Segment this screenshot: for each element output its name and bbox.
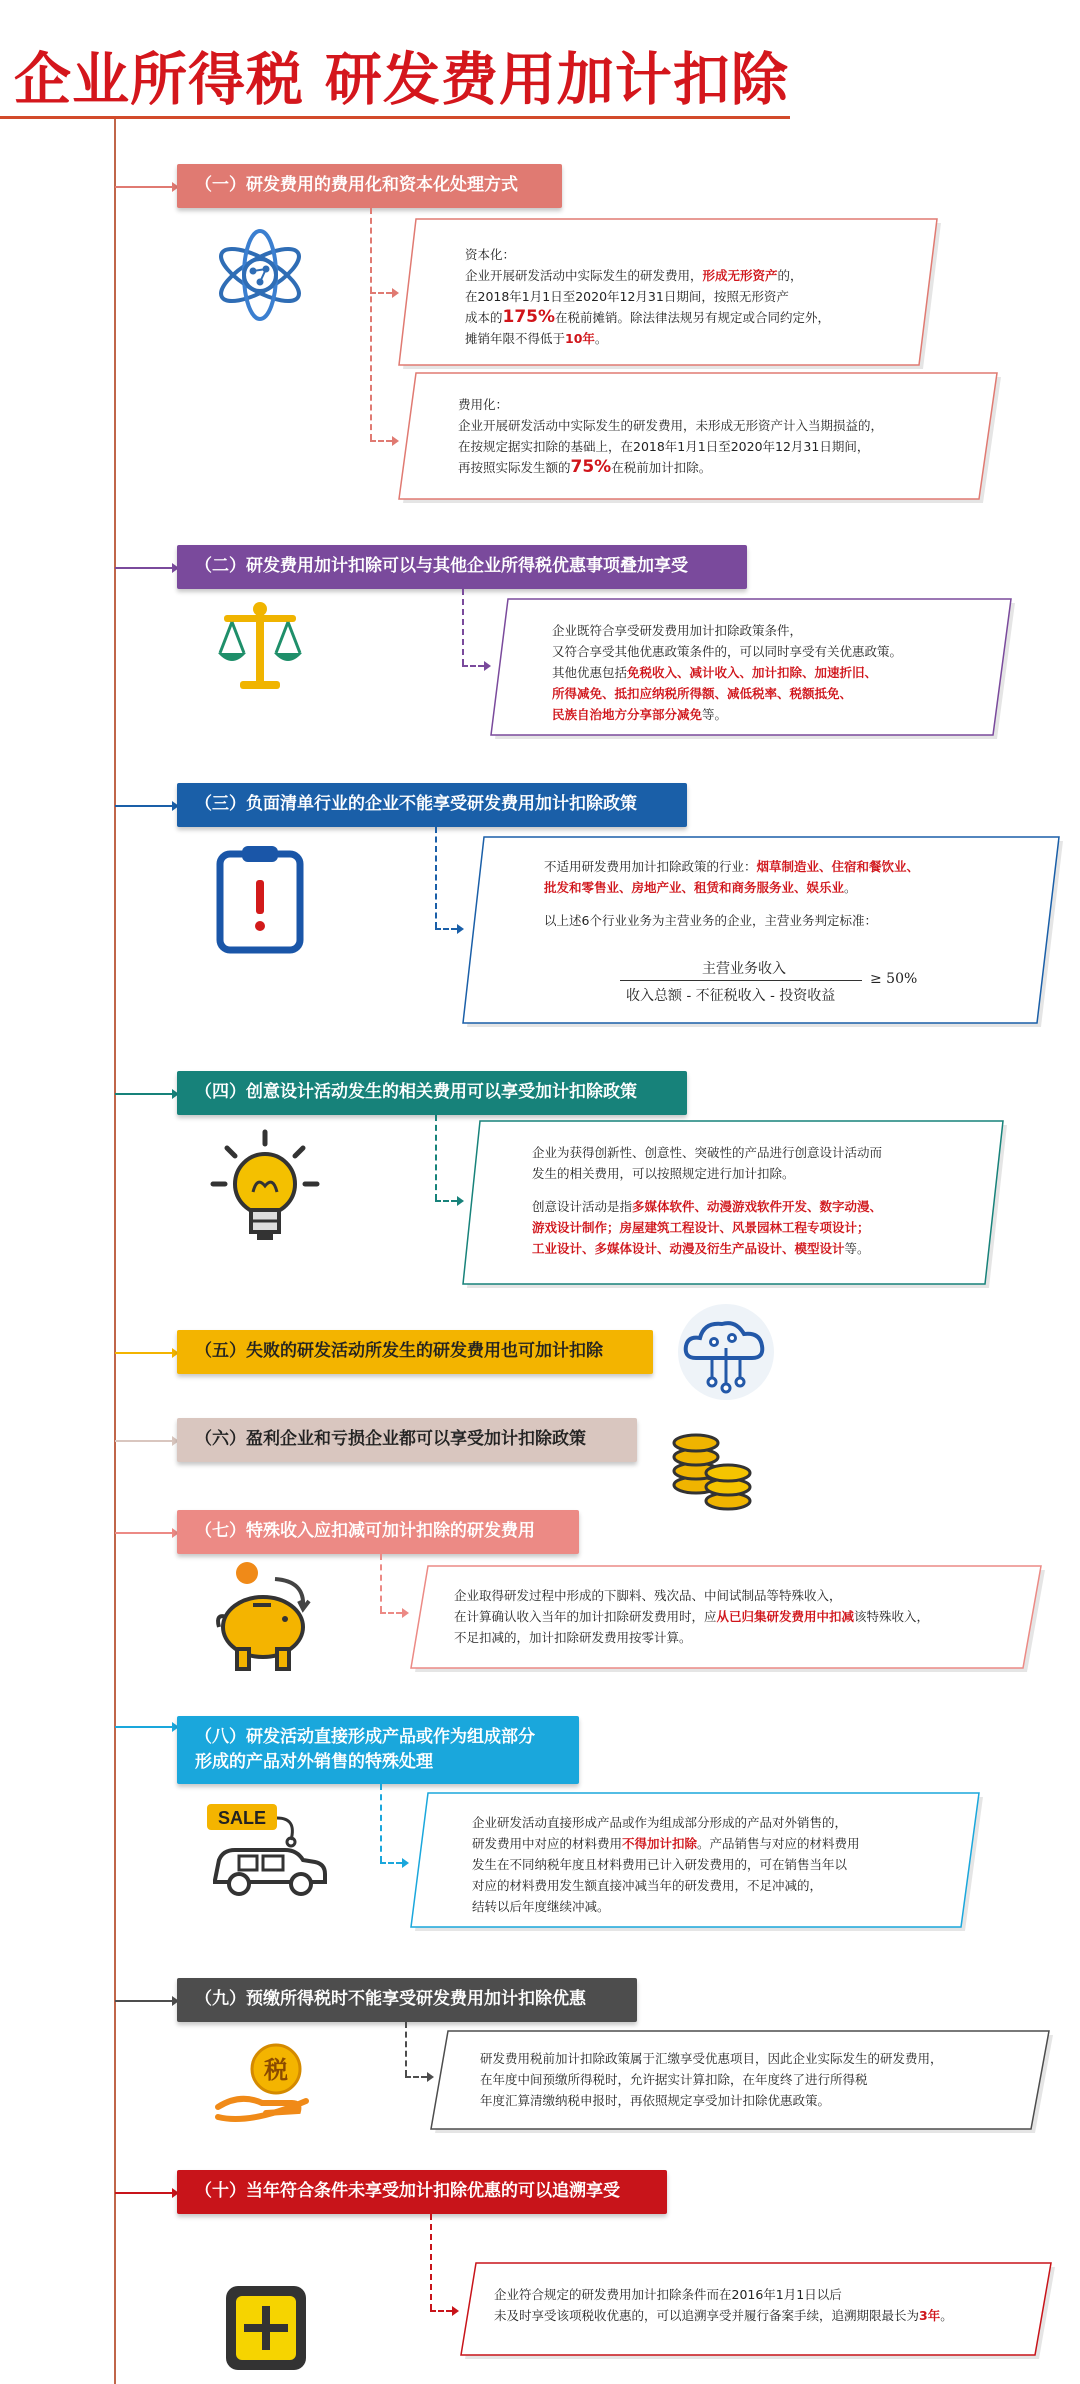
text-run: 再按照实际发生额的 bbox=[458, 460, 571, 475]
highlight-text: 10年 bbox=[565, 331, 595, 346]
section-connector bbox=[115, 805, 177, 807]
card-text bbox=[465, 244, 830, 349]
text-run: 。 bbox=[844, 880, 857, 895]
dashed-connector bbox=[430, 2214, 432, 2310]
card-line bbox=[465, 286, 830, 307]
section-header: （六）盈利企业和亏损企业都可以享受加计扣除政策 bbox=[177, 1418, 637, 1462]
section-header-line: 形成的产品对外销售的特殊处理 bbox=[195, 1752, 433, 1772]
card-text bbox=[544, 856, 919, 931]
dashed-connector bbox=[435, 1200, 457, 1202]
dashed-connector bbox=[370, 292, 392, 294]
svg-text:SALE: SALE bbox=[217, 1808, 267, 1828]
section-connector bbox=[115, 1352, 177, 1354]
section-header: （九）预缴所得税时不能享受研发费用加计扣除优惠 bbox=[177, 1978, 637, 2022]
text-run: 企业开展研发活动中实际发生的研发费用，未形成无形资产计入当期损益的， bbox=[458, 418, 884, 433]
text-run: 对应的材料费用发生额直接冲减当年的研发费用，不足冲减的， bbox=[472, 1878, 823, 1893]
main-business-formula bbox=[620, 958, 940, 1008]
text-run: 该特殊收入， bbox=[854, 1609, 930, 1624]
text-run: 以上述6个行业业务为主营业务的企业，主营业务判定标准： bbox=[544, 913, 877, 928]
card-line bbox=[552, 641, 902, 662]
highlight-text: 游戏设计制作；房屋建筑工程设计、风景园林工程专项设计； bbox=[532, 1220, 870, 1235]
highlight-text: 民族自治地方分享部分减免 bbox=[552, 707, 703, 722]
page-title: 企业所得税 研发费用加计扣除 bbox=[14, 47, 789, 113]
card-line bbox=[494, 2284, 953, 2305]
dashed-connector bbox=[462, 665, 484, 667]
arrow-head bbox=[402, 1608, 409, 1618]
dashed-connector bbox=[380, 1554, 382, 1612]
text-run: 又符合享受其他优惠政策条件的，可以同时享受有关优惠政策。 bbox=[552, 644, 903, 659]
card-line bbox=[472, 1833, 860, 1854]
text-run: 在税前加计扣除。 bbox=[611, 460, 712, 475]
highlight-text: 从已归集研发费用中扣减 bbox=[716, 1609, 855, 1624]
piggy-bank-icon bbox=[205, 1557, 325, 1677]
highlight-text: 工业设计、多媒体设计、动漫及衍生产品设计、模型设计 bbox=[532, 1241, 845, 1256]
section-connector bbox=[115, 1532, 177, 1534]
card-line bbox=[532, 1217, 882, 1238]
highlight-text: 3年 bbox=[919, 2308, 941, 2323]
text-run: 企业开展研发活动中实际发生的研发费用， bbox=[465, 268, 703, 283]
text-run: 企业符合规定的研发费用加计扣除条件而在2016年1月1日以后 bbox=[494, 2287, 842, 2302]
text-run: 费用化： bbox=[458, 397, 509, 412]
section-header: （二）研发费用加计扣除可以与其他企业所得税优惠事项叠加享受 bbox=[177, 545, 747, 589]
card-line bbox=[544, 910, 919, 931]
card-line bbox=[472, 1896, 860, 1917]
clipboard-alert-icon bbox=[210, 840, 310, 955]
dashed-connector bbox=[435, 1115, 437, 1200]
scales-icon bbox=[210, 595, 310, 695]
text-run: 不足扣减的，加计扣除研发费用按零计算。 bbox=[454, 1630, 692, 1645]
dashed-connector bbox=[370, 208, 372, 440]
text-run: 企业研发活动直接形成产品或作为组成部分形成的产品对外销售的， bbox=[472, 1815, 848, 1830]
title-underline bbox=[0, 116, 790, 119]
highlight-number: 75% bbox=[570, 457, 612, 477]
highlight-text: 免税收入、减计收入、加计扣除、加速折旧、 bbox=[627, 665, 878, 680]
card-line bbox=[454, 1606, 929, 1627]
dashed-connector bbox=[380, 1862, 402, 1864]
card-line bbox=[458, 457, 883, 478]
coin-stacks-icon bbox=[662, 1417, 762, 1517]
dashed-connector bbox=[462, 589, 464, 665]
card-text bbox=[494, 2284, 953, 2326]
card-text bbox=[472, 1812, 860, 1917]
text-run: 年度汇算清缴纳税申报时，再依照规定享受加计扣除优惠政策。 bbox=[480, 2093, 831, 2108]
sale-car-icon bbox=[205, 1800, 335, 1905]
text-run: 的， bbox=[777, 268, 803, 283]
card-line bbox=[552, 704, 902, 725]
card-text bbox=[480, 2048, 943, 2111]
dashed-connector bbox=[435, 827, 437, 928]
text-run: 在计算确认收入当年的加计扣除研发费用时，应 bbox=[454, 1609, 717, 1624]
card-line bbox=[465, 328, 830, 349]
atom-icon bbox=[210, 225, 310, 325]
section-connector bbox=[115, 186, 177, 188]
card-text bbox=[454, 1585, 929, 1648]
card-text bbox=[532, 1142, 882, 1259]
timeline-line bbox=[114, 119, 116, 2384]
card-line bbox=[472, 1812, 860, 1833]
card-line bbox=[532, 1142, 882, 1163]
text-run: 在年度中间预缴所得税时，允许据实计算扣除，在年度终了进行所得税 bbox=[480, 2072, 868, 2087]
calculator-plus-icon bbox=[222, 2282, 310, 2374]
highlight-text: 烟草制造业、住宿和餐饮业、 bbox=[756, 859, 920, 874]
text-run: 创意设计活动是指 bbox=[532, 1199, 633, 1214]
card-line bbox=[480, 2048, 943, 2069]
formula-numerator: 主营业务收入 bbox=[702, 961, 786, 977]
text-run: 在税前摊销。除法律法规另有规定或合同约定外， bbox=[555, 310, 831, 325]
card-line bbox=[465, 307, 830, 328]
dashed-connector bbox=[370, 440, 392, 442]
text-run: 等。 bbox=[702, 707, 728, 722]
card-line bbox=[552, 683, 902, 704]
text-run: 。 bbox=[940, 2308, 953, 2323]
section-connector bbox=[115, 2000, 177, 2002]
dashed-connector bbox=[380, 1784, 382, 1862]
section-connector bbox=[115, 1440, 177, 1442]
text-run: 摊销年限不得低于 bbox=[465, 331, 566, 346]
section-header: （三）负面清单行业的企业不能享受研发费用加计扣除政策 bbox=[177, 783, 687, 827]
text-run: 企业取得研发过程中形成的下脚料、残次品、中间试制品等特殊收入， bbox=[454, 1588, 842, 1603]
text-run: 其他优惠包括 bbox=[552, 665, 628, 680]
card-line bbox=[552, 620, 902, 641]
highlight-text: 批发和零售业、房地产业、租赁和商务服务业、娱乐业 bbox=[544, 880, 845, 895]
section-connector bbox=[115, 1093, 177, 1095]
card-line bbox=[472, 1854, 860, 1875]
section-header: （七）特殊收入应扣减可加计扣除的研发费用 bbox=[177, 1510, 579, 1554]
section-header-lines bbox=[195, 1725, 535, 1776]
dashed-connector bbox=[380, 1612, 402, 1614]
cloud-network-icon bbox=[670, 1302, 782, 1400]
text-run: 研发费用税前加计扣除政策属于汇缴享受优惠项目，因此企业实际发生的研发费用， bbox=[480, 2051, 943, 2066]
text-run: 发生在不同纳税年度且材料费用已计入研发费用的，可在销售当年以 bbox=[472, 1857, 848, 1872]
card-line bbox=[480, 2069, 943, 2090]
dashed-connector bbox=[405, 2022, 407, 2076]
section-header: （五）失败的研发活动所发生的研发费用也可加计扣除 bbox=[177, 1330, 653, 1374]
text-run: 未及时享受该项税收优惠的，可以追溯享受并履行备案手续，追溯期限最长为 bbox=[494, 2308, 920, 2323]
text-run: 在按规定据实扣除的基础上，在2018年1月1日至2020年12月31日期间， bbox=[458, 439, 870, 454]
section-connector bbox=[115, 2192, 177, 2194]
text-run: 发生的相关费用，可以按照规定进行加计扣除。 bbox=[532, 1166, 795, 1181]
card-line bbox=[532, 1163, 882, 1184]
card-line bbox=[472, 1875, 860, 1896]
text-run: 。产品销售与对应的材料费用 bbox=[697, 1836, 860, 1851]
highlight-number: 175% bbox=[502, 307, 556, 327]
section-connector bbox=[115, 567, 177, 569]
section-header bbox=[177, 1716, 579, 1784]
card-line bbox=[494, 2305, 953, 2326]
dashed-connector bbox=[405, 2076, 427, 2078]
card-line bbox=[552, 662, 902, 683]
card-line bbox=[480, 2090, 943, 2111]
card-line bbox=[532, 1238, 882, 1259]
card-line bbox=[465, 244, 830, 265]
arrow-head bbox=[452, 2306, 459, 2316]
highlight-text: 多媒体软件、动漫游戏软件开发、数字动漫、 bbox=[632, 1199, 883, 1214]
dashed-connector bbox=[430, 2310, 452, 2312]
text-run: 企业既符合享受研发费用加计扣除政策条件， bbox=[552, 623, 803, 638]
card-line bbox=[544, 877, 919, 898]
card-line bbox=[544, 856, 919, 877]
card-line bbox=[454, 1585, 929, 1606]
tax-hand-icon bbox=[210, 2037, 320, 2127]
text-run: 研发费用中对应的材料费用 bbox=[472, 1836, 623, 1851]
formula-fraction-bar bbox=[620, 980, 862, 981]
text-run: 等。 bbox=[844, 1241, 870, 1256]
highlight-text: 所得减免、抵扣应纳税所得额、减低税率、税额抵免、 bbox=[552, 686, 853, 701]
section-header-line: （八）研发活动直接形成产品或作为组成部分 bbox=[195, 1726, 535, 1747]
arrow-head bbox=[402, 1858, 409, 1868]
card-text bbox=[552, 620, 902, 725]
card-text bbox=[458, 394, 883, 478]
text-run: 成本的 bbox=[465, 310, 503, 325]
card-line bbox=[458, 394, 883, 415]
section-header: （四）创意设计活动发生的相关费用可以享受加计扣除政策 bbox=[177, 1071, 687, 1115]
dashed-connector bbox=[435, 928, 457, 930]
lightbulb-icon bbox=[205, 1126, 325, 1256]
formula-denominator: 收入总额 - 不征税收入 - 投资收益 bbox=[626, 988, 836, 1004]
text-run: 不适用研发费用加计扣除政策的行业： bbox=[544, 859, 757, 874]
svg-text:税: 税 bbox=[264, 2056, 288, 2084]
text-run: 企业为获得创新性、创意性、突破性的产品进行创意设计活动而 bbox=[532, 1145, 883, 1160]
text-run: 在2018年1月1日至2020年12月31日期间，按照无形资产 bbox=[465, 289, 789, 304]
section-header: （一）研发费用的费用化和资本化处理方式 bbox=[177, 164, 562, 208]
section-header: （十）当年符合条件未享受加计扣除优惠的可以追溯享受 bbox=[177, 2170, 667, 2214]
card-line bbox=[465, 265, 830, 286]
card-line bbox=[458, 436, 883, 457]
card-line bbox=[532, 1196, 882, 1217]
highlight-text: 不得加计扣除 bbox=[622, 1836, 698, 1851]
formula-relation: ≥ 50% bbox=[870, 971, 918, 987]
text-run: 。 bbox=[594, 331, 608, 346]
card-line bbox=[458, 415, 883, 436]
text-run: 结转以后年度继续冲减。 bbox=[472, 1899, 610, 1914]
section-connector bbox=[115, 1726, 177, 1728]
text-run: 资本化： bbox=[465, 247, 516, 262]
highlight-text: 形成无形资产 bbox=[702, 268, 778, 283]
card-line bbox=[454, 1627, 929, 1648]
